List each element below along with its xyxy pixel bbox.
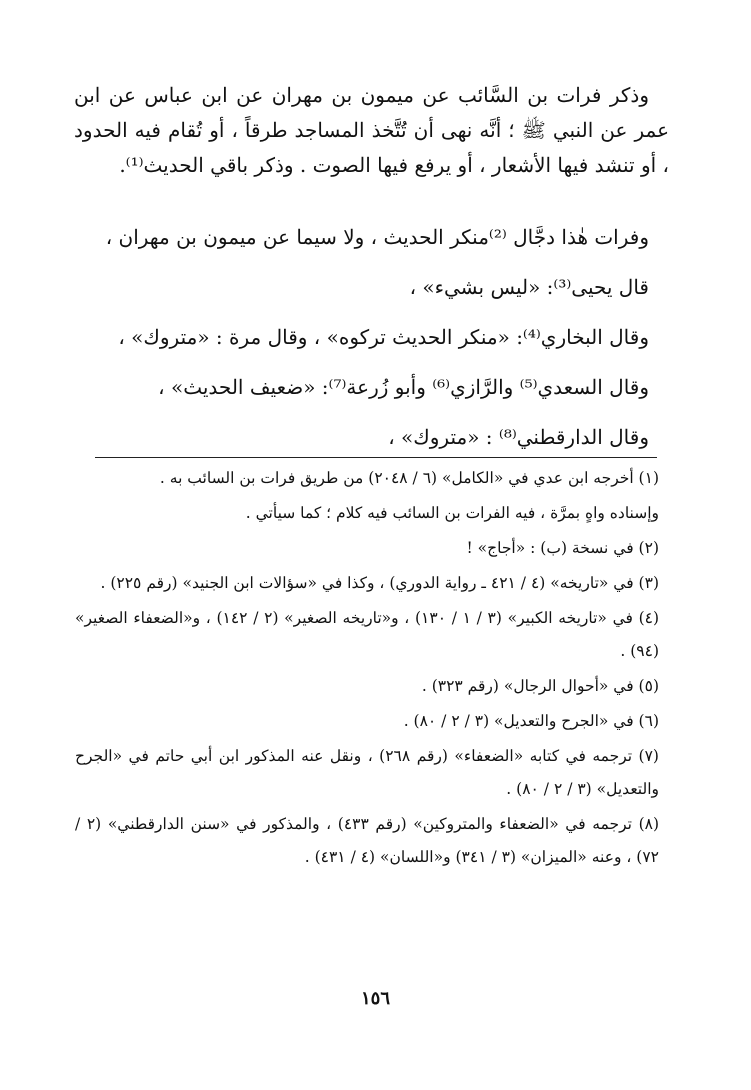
footnote-2: (٢) في نسخة (ب) : «أجاج» ! <box>466 539 659 557</box>
page-number: ١٥٦ <box>360 988 390 1009</box>
footnote-7: (٧) ترجمه في كتابه «الضعفاء» (رقم ٢٦٨) ، ونقل عنه المذكور ابن أبي حاتم في «الجرح والتعديل» (٣ / ٢ / ٨٠) . <box>75 747 659 798</box>
footnote-4: (٤) في «تاريخه الكبير» (٣ / ١ / ١٣٠) ، و«تاريخه الصغير» (٢ / ١٤٢) ، و«الضعفاء الصغير» (٩٤) . <box>75 609 660 660</box>
main-line-3: قال يحيى⁽³⁾: «ليس بشيء» ، <box>409 275 649 299</box>
main-line-4: وقال البخاري⁽⁴⁾: «منكر الحديث تركوه» ، وقال مرة : «متروك» ، <box>118 325 649 349</box>
main-text <box>74 78 669 449</box>
main-paragraph-1: وذكر فرات بن السَّائب عن ميمون بن مهران عن ابن عباس عن ابن عمر عن النبي ﷺ ؛ أنَّه نهى أن تُتَّخذ المساجد طرقاً ، أو تُقام فيه الحدود ، أو تنشد فيها الأشعار ، أو يرفع فيها الصوت . وذكر باقي الحديث⁽¹⁾. <box>74 83 669 177</box>
footnote-6: (٦) في «الجرح والتعديل» (٣ / ٢ / ٨٠) . <box>403 712 659 730</box>
footnote-8: (٨) ترجمه في «الضعفاء والمتروكين» (رقم ٤٣٣) ، والمذكور في «سنن الدارقطني» (٢ / ٧٢) ، وعنه «الميزان» (٣ / ٣٤١) و«اللسان» (٤ / ٤٣١) . <box>75 815 660 866</box>
main-line-5: وقال السعدي⁽⁵⁾ والرَّازي⁽⁶⁾ وأبو زُرعة⁽⁷⁾: «ضعيف الحديث» ، <box>158 375 649 399</box>
main-line-2: وفرات هٰذا دجَّال ⁽²⁾منكر الحديث ، ولا سيما عن ميمون بن مهران ، <box>105 225 649 249</box>
footnote-5: (٥) في «أحوال الرجال» (رقم ٣٢٣) . <box>421 677 659 695</box>
footnote-1: (١) أخرجه ابن عدي في «الكامل» (٦ / ٢٠٤٨) من طريق فرات بن السائب به . <box>159 469 659 487</box>
main-line-6: وقال الدارقطني⁽⁸⁾ : «متروك» ، <box>388 425 649 449</box>
footnote-1-continuation: وإسناده واهٍ بمرَّة ، فيه الفرات بن السائب فيه كلام ؛ كما سيأتي . <box>245 504 659 522</box>
footnote-3: (٣) في «تاريخه» (٤ / ٤٢١ ـ رواية الدوري) ، وكذا في «سؤالات ابن الجنيد» (رقم ٢٢٥) . <box>100 574 659 592</box>
footnote-separator <box>95 457 657 458</box>
footnotes <box>75 462 675 876</box>
